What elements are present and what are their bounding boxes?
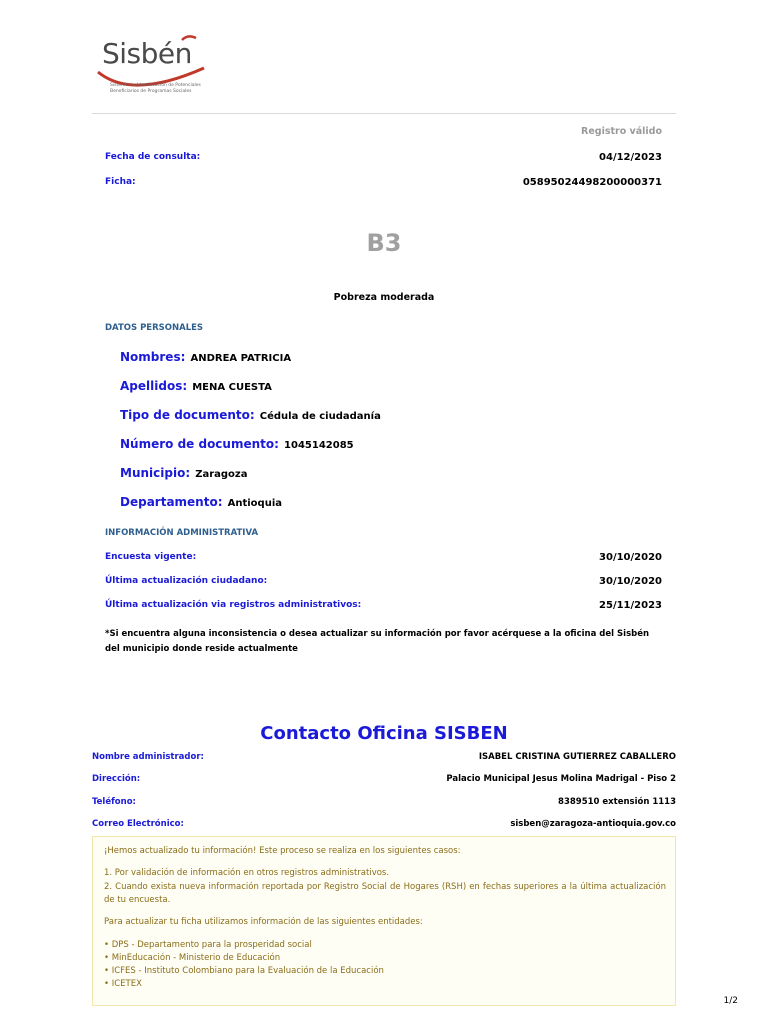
personal-field	[120, 375, 272, 394]
admin-row-label: Encuesta vigente:	[105, 552, 197, 562]
header-divider	[92, 113, 676, 114]
personal-field	[120, 346, 291, 365]
ficha-label: Ficha:	[105, 177, 136, 187]
personal-field	[120, 462, 248, 481]
admin-row-value: 30/10/2020	[599, 552, 662, 563]
field-value: MENA CUESTA	[192, 382, 272, 393]
contact-value: ISABEL CRISTINA GUTIERREZ CABALLERO	[478, 752, 676, 762]
contact-value: 8389510 extensión 1113	[558, 797, 676, 807]
admin-row-label: Última actualización ciudadano:	[105, 576, 268, 586]
field-value: 1045142085	[284, 440, 354, 451]
fecha-label: Fecha de consulta:	[105, 152, 201, 162]
field-label: Tipo de documento:	[120, 408, 255, 422]
section-title-personal: DATOS PERSONALES	[105, 323, 204, 333]
info-intro: ¡Hemos actualizado tu información! Este proceso se realiza en los siguientes casos:	[104, 846, 461, 856]
admin-row-label: Última actualización via registros administrativos:	[105, 600, 362, 610]
update-info-box	[92, 836, 676, 1006]
field-value: Antioquia	[227, 498, 282, 509]
contact-label: Nombre administrador:	[92, 752, 204, 762]
field-label: Apellidos:	[120, 379, 188, 393]
field-value: Cédula de ciudadanía	[259, 411, 381, 422]
contact-email-link[interactable]: sisben@zaragoza-antioquia.gov.co	[510, 819, 676, 829]
status-badge: Registro válido	[581, 126, 662, 137]
contact-label: Dirección:	[92, 774, 141, 784]
logo-tagline: Sistema de Identificación de Potenciales Beneficiarios de Programas Sociales	[110, 83, 201, 94]
entity-item: • ICFES - Instituto Colombiano para la Evaluación de la Educación	[104, 966, 384, 976]
admin-row-value: 30/10/2020	[599, 576, 662, 587]
contact-title: Contacto Oficina SISBEN	[260, 723, 508, 744]
ficha-value: 05895024498200000371	[522, 177, 662, 188]
field-label: Número de documento:	[120, 437, 279, 451]
logo-wordmark: Sisbén	[102, 37, 192, 70]
entity-item: • MinEducación - Ministerio de Educación	[104, 953, 281, 963]
contact-label: Teléfono:	[92, 797, 136, 807]
field-label: Departamento:	[120, 495, 223, 509]
entity-item: • DPS - Departamento para la prosperidad social	[104, 940, 312, 950]
info-case-2: 2. Cuando exista nueva información reportada por Registro Social de Hogares (RSH) en fechas superiores a la última actualización de tu encuesta.	[104, 882, 666, 905]
admin-row-value: 25/11/2023	[599, 600, 662, 611]
group-description: Pobreza moderada	[333, 292, 435, 303]
contact-label: Correo Electrónico:	[92, 819, 184, 829]
personal-field	[120, 433, 354, 452]
info-entities-intro: Para actualizar tu ficha utilizamos información de las siguientes entidades:	[104, 917, 423, 927]
personal-field	[120, 404, 381, 423]
info-case-1: 1. Por validación de información en otros registros administrativos.	[104, 868, 390, 878]
page-indicator: 1/2	[723, 996, 738, 1006]
personal-field	[120, 491, 282, 510]
section-title-admin: INFORMACIÓN ADMINISTRATIVA	[105, 528, 259, 538]
inconsistency-note: *Si encuentra alguna inconsistencia o desea actualizar su información por favor acérquese a la oficina del Sisbén del municipio donde reside actualmente	[105, 629, 650, 654]
field-value: ANDREA PATRICIA	[190, 353, 292, 364]
entity-item: • ICETEX	[104, 979, 142, 989]
sisben-logo	[92, 30, 222, 110]
fecha-value: 04/12/2023	[599, 152, 662, 163]
group-classification: B3	[366, 229, 402, 257]
field-label: Municipio:	[120, 466, 191, 480]
field-label: Nombres:	[120, 350, 186, 364]
contact-value: Palacio Municipal Jesus Molina Madrigal - Piso 2	[446, 774, 676, 784]
field-value: Zaragoza	[195, 469, 248, 480]
